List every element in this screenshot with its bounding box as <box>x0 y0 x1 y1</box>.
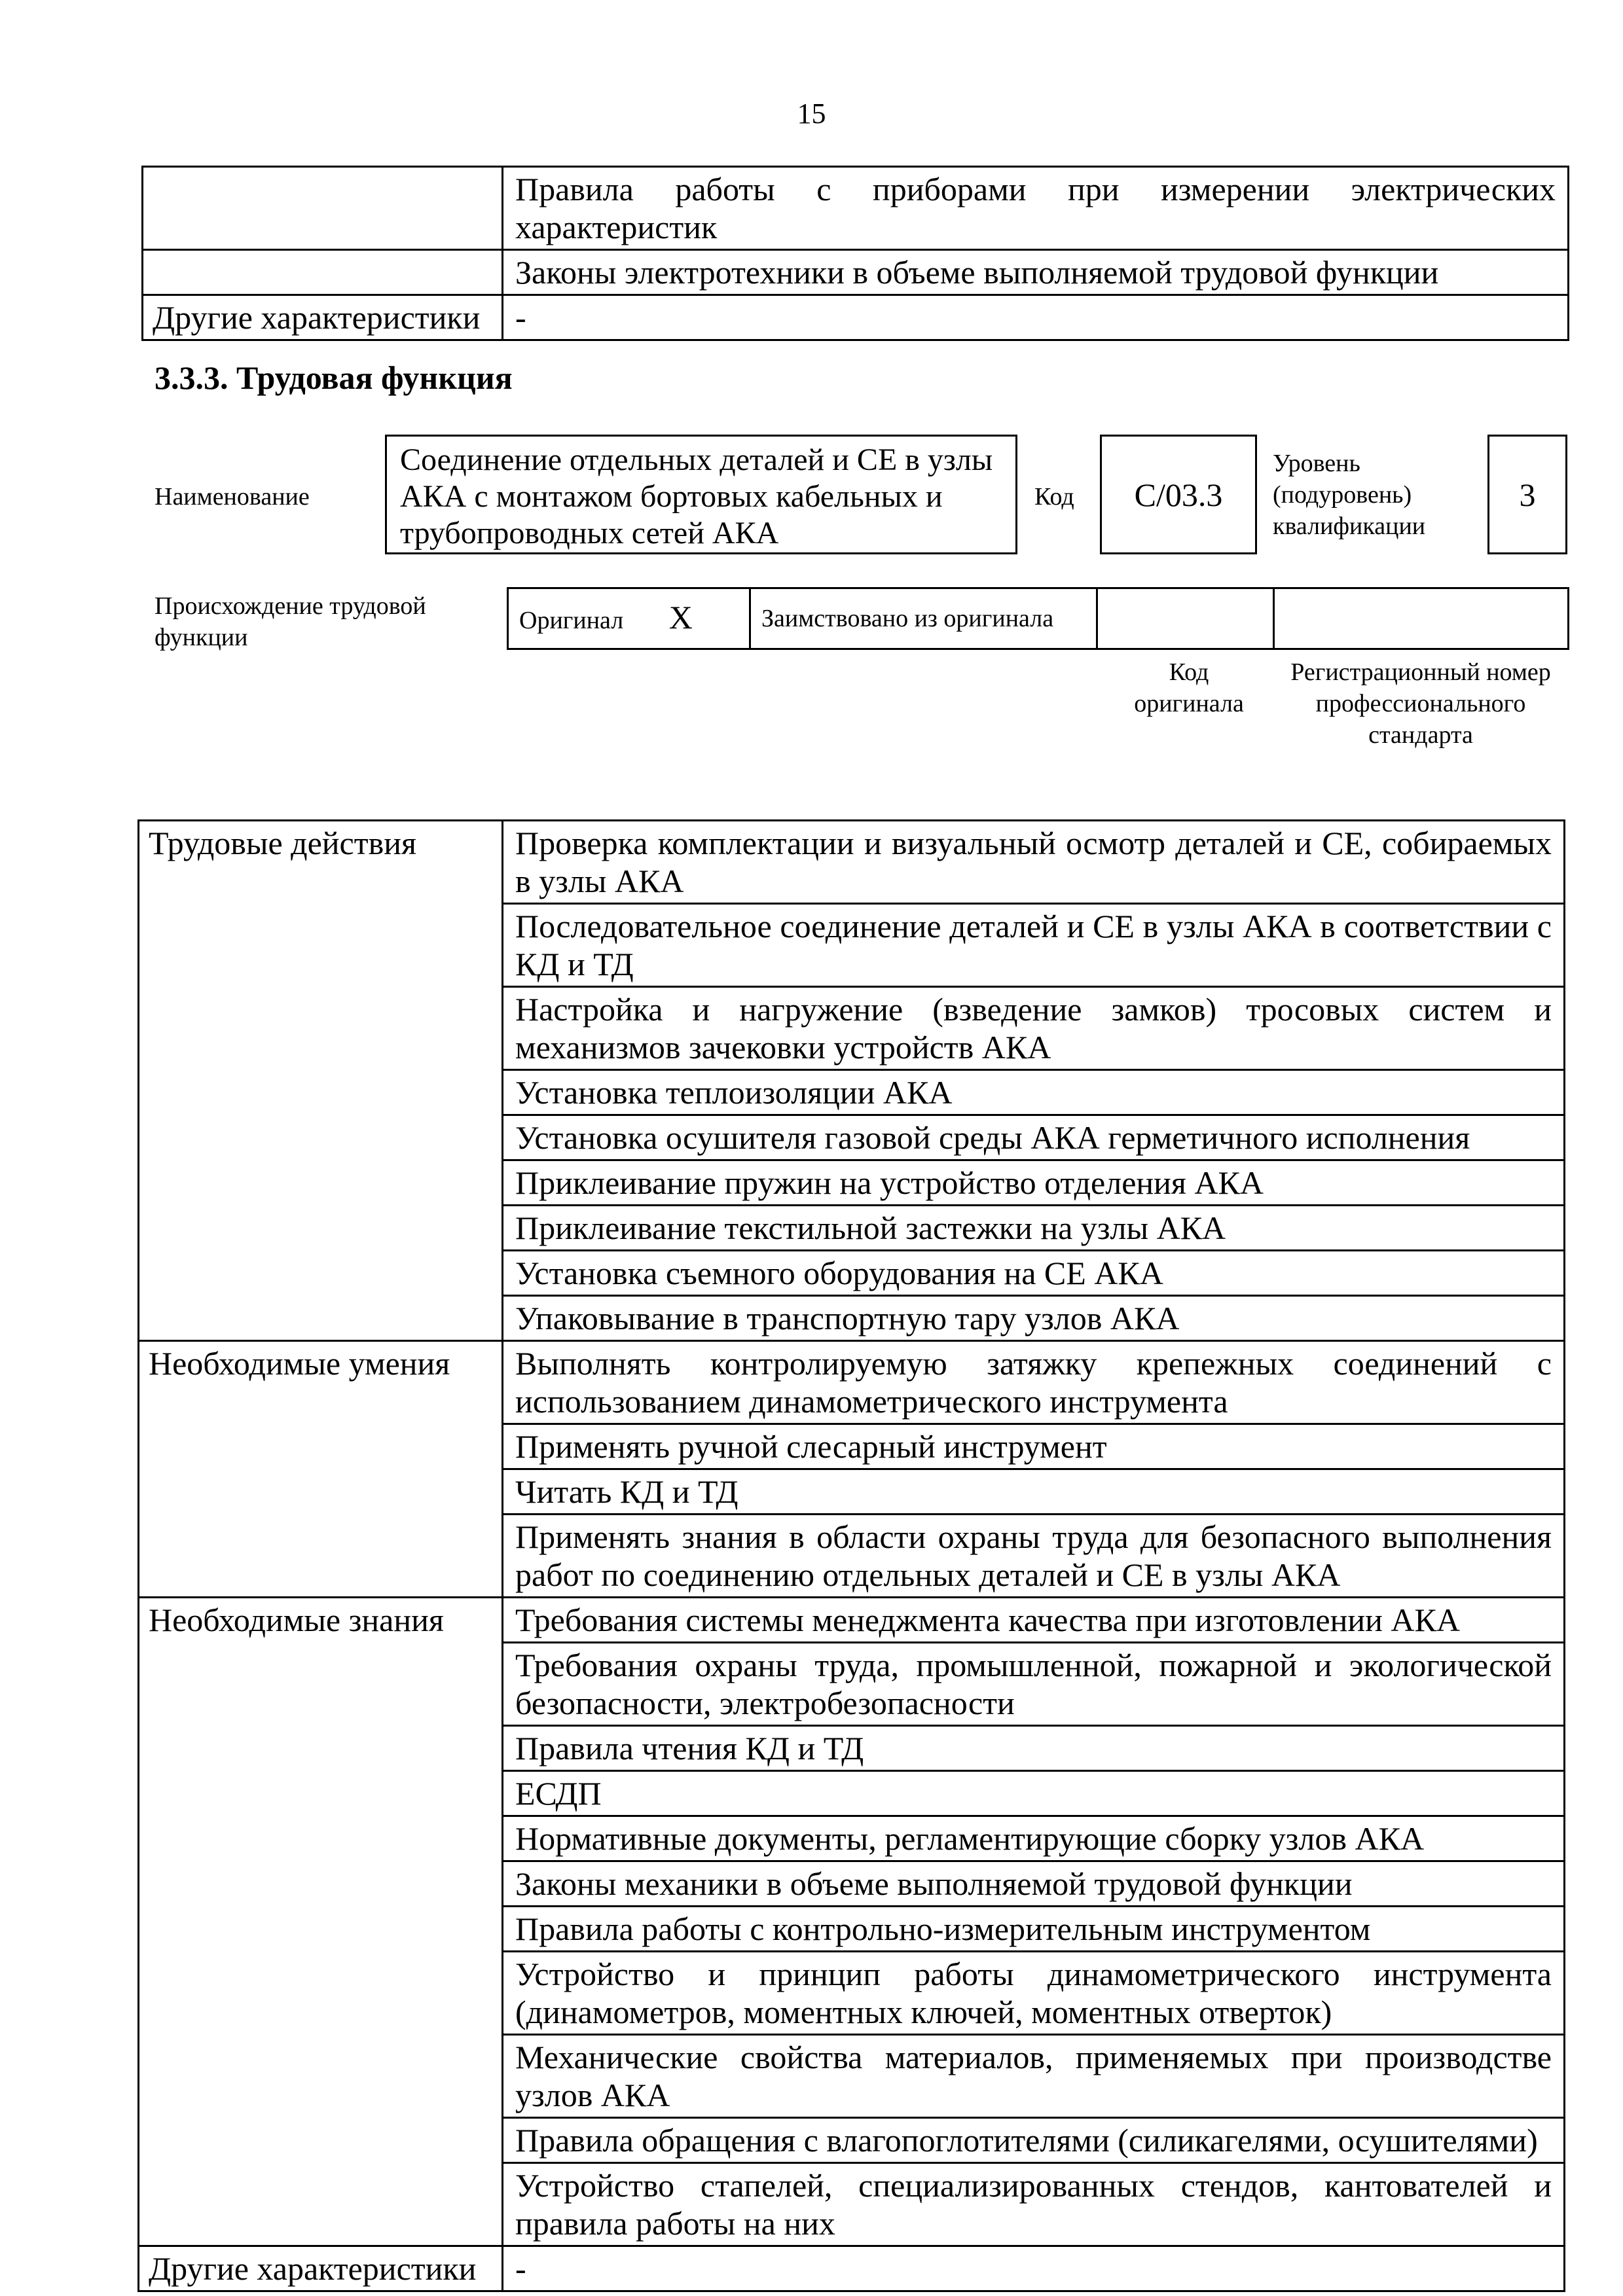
table-cell: Установка осушителя газовой среды АКА герметичного исполнения <box>503 1115 1565 1160</box>
table-cell: Правила работы с контрольно-измерительным инструментом <box>503 1907 1565 1952</box>
table-row <box>143 295 1569 340</box>
table-cell: Настройка и нагружение (взведение замков) тросовых систем и механизмов зачековки устройств АКА <box>503 987 1565 1070</box>
table-row <box>143 167 1569 250</box>
table-cell: Читать КД и ТД <box>503 1469 1565 1515</box>
table-row <box>139 1341 1565 1424</box>
table-cell: Выполнять контролируемую затяжку крепежных соединений с использованием динамометрического инструмента <box>503 1341 1565 1424</box>
function-name-box <box>385 435 1017 554</box>
origin-table <box>507 587 1569 650</box>
table-cell: Последовательное соединение деталей и СЕ в узлы АКА в соответствии с КД и ТД <box>503 904 1565 987</box>
original-label: Оригинал <box>519 606 624 634</box>
table-row <box>139 821 1565 904</box>
table-cell: Применять ручной слесарный инструмент <box>503 1424 1565 1469</box>
top-characteristics-table <box>141 166 1569 341</box>
qualification-level-box <box>1487 435 1567 554</box>
original-mark: X <box>668 598 693 636</box>
table-cell: Применять знания в области охраны труда для безопасного выполнения работ по соединению отдельных деталей и СЕ в узлы АКА <box>503 1515 1565 1598</box>
original-cell <box>508 588 750 649</box>
table-row <box>143 250 1569 295</box>
table-cell: Устройство стапелей, специализированных стендов, кантователей и правила работы на них <box>503 2163 1565 2246</box>
labor-function-body <box>139 821 1565 2246</box>
other-characteristics-value: - <box>503 2246 1565 2291</box>
table-row <box>508 588 1569 649</box>
page-number: 15 <box>797 98 826 130</box>
table-cell-empty <box>143 250 503 295</box>
other-characteristics-label: Другие характеристики <box>139 2246 503 2291</box>
table-cell: Проверка комплектации и визуальный осмотр деталей и СЕ, собираемых в узлы АКА <box>503 821 1565 904</box>
table-cell: Требования системы менеджмента качества при изготовлении АКА <box>503 1598 1565 1643</box>
section-label: Необходимые знания <box>139 1598 503 2246</box>
table-cell: ЕСДП <box>503 1771 1565 1816</box>
function-name-value: Соединение отдельных деталей и СЕ в узлы АКА с монтажом бортовых кабельных и трубопроводных сетей АКА <box>400 442 993 550</box>
table-cell: Устройство и принцип работы динамометрического инструмента (динамометров, моментных ключей, моментных отверток) <box>503 1952 1565 2035</box>
table-cell: Нормативные документы, регламентирующие сборку узлов АКА <box>503 1816 1565 1861</box>
section-label: Трудовые действия <box>139 821 503 1341</box>
labor-function-table <box>137 819 1565 2292</box>
code-original-cell <box>1097 588 1274 649</box>
code-original-caption: Код оригинала <box>1134 658 1244 717</box>
table-cell: Установка теплоизоляции АКА <box>503 1070 1565 1115</box>
other-characteristics-value: - <box>503 295 1569 340</box>
table-row <box>139 2246 1565 2291</box>
section-heading: 3.3.3. Трудовая функция <box>155 359 513 396</box>
table-cell: Законы механики в объеме выполняемой трудовой функции <box>503 1861 1565 1907</box>
table-cell: Правила обращения с влагопоглотителями (силикагелями, осушителями) <box>503 2118 1565 2163</box>
code-label: Код <box>1034 483 1074 511</box>
table-cell: Правила работы с приборами при измерении электрических характеристик <box>503 167 1569 250</box>
code-value: C/03.3 <box>1134 476 1223 513</box>
reg-number-cell <box>1274 588 1569 649</box>
reg-number-caption: Регистрационный номер профессионального стандарта <box>1290 658 1551 749</box>
table-cell-empty <box>143 167 503 250</box>
table-cell: Механические свойства материалов, применяемых при производстве узлов АКА <box>503 2035 1565 2118</box>
qualification-level-label: Уровень (подуровень) квалификации <box>1273 450 1426 540</box>
origin-label: Происхождение трудовой функции <box>155 592 426 651</box>
borrowed-label: Заимствовано из оригинала <box>750 588 1097 649</box>
other-characteristics-label: Другие характеристики <box>143 295 503 340</box>
table-cell: Требования охраны труда, промышленной, пожарной и экологической безопасности, электробезопасности <box>503 1643 1565 1726</box>
section-label: Необходимые умения <box>139 1341 503 1598</box>
table-cell: Правила чтения КД и ТД <box>503 1726 1565 1771</box>
table-cell: Упаковывание в транспортную тару узлов АКА <box>503 1296 1565 1341</box>
code-box <box>1100 435 1257 554</box>
table-cell: Установка съемного оборудования на СЕ АКА <box>503 1251 1565 1296</box>
table-cell: Законы электротехники в объеме выполняемой трудовой функции <box>503 250 1569 295</box>
name-label: Наименование <box>155 483 310 511</box>
table-row <box>139 1598 1565 1643</box>
table-cell: Приклеивание пружин на устройство отделения АКА <box>503 1160 1565 1206</box>
table-cell: Приклеивание текстильной застежки на узлы АКА <box>503 1206 1565 1251</box>
qualification-level-value: 3 <box>1519 476 1536 513</box>
